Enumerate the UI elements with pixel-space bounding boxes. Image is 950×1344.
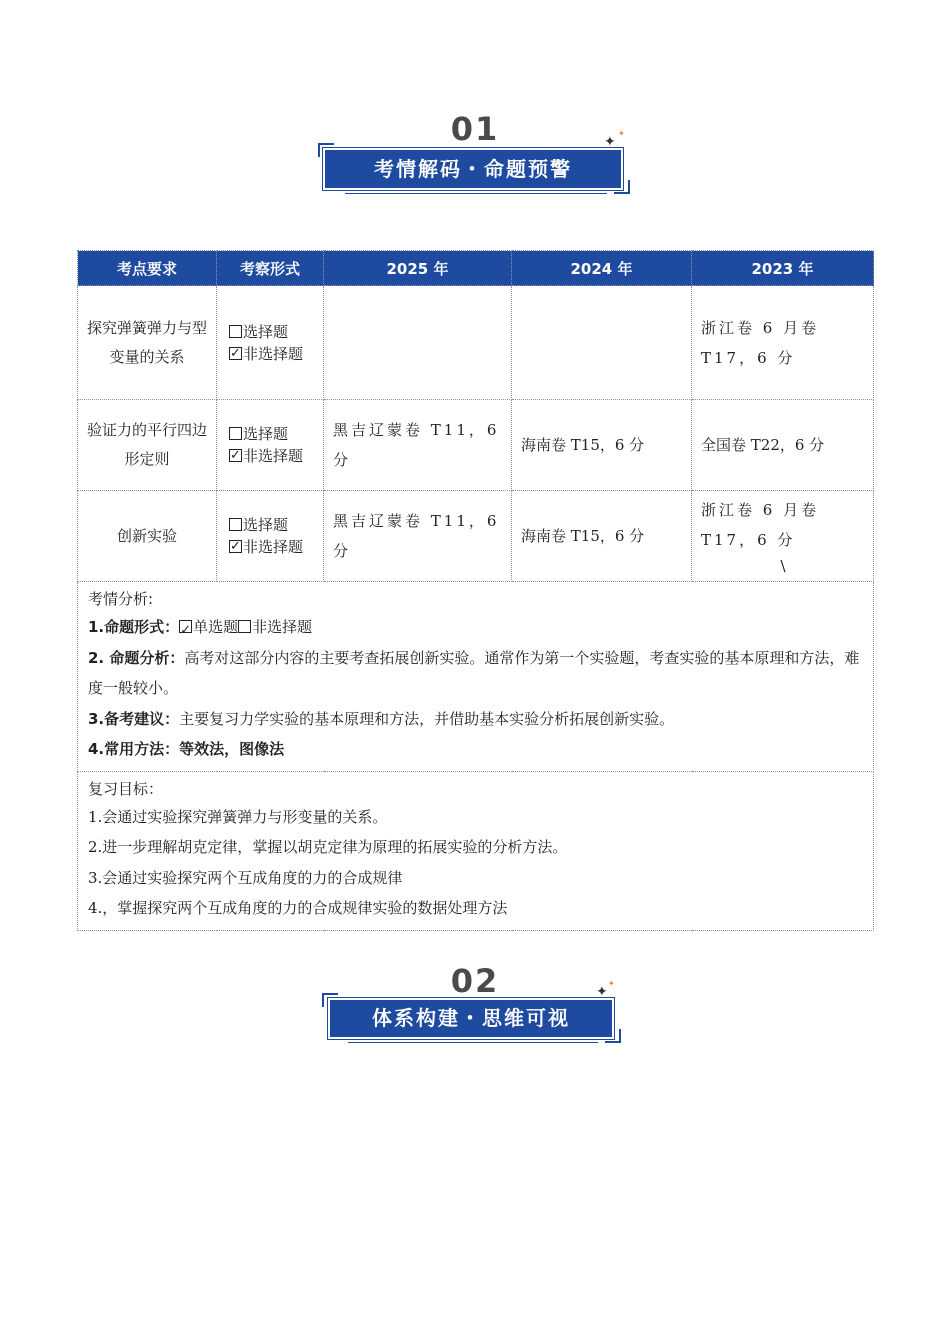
topic-cell: 探究弹簧弹力与型变量的关系 bbox=[78, 286, 217, 400]
year-2024-cell: 海南卷 T15，6 分 bbox=[512, 491, 692, 582]
year-2025-cell bbox=[324, 286, 512, 400]
goal-item: 4.，掌握探究两个互成角度的力的合成规律实验的数据处理方法 bbox=[88, 899, 508, 917]
header-2025: 2025 年 bbox=[324, 251, 512, 286]
goal-item: 2.进一步理解胡克定律，掌握以胡克定律为原理的拓展实验的分析方法。 bbox=[88, 838, 568, 856]
analysis-row bbox=[78, 582, 874, 772]
sparkle-icon: ✦ bbox=[604, 134, 616, 150]
header-form: 考察形式 bbox=[217, 251, 324, 286]
section-title: 体系构建・思维可视 bbox=[330, 1000, 612, 1037]
goals-row bbox=[78, 771, 874, 930]
year-2023-cell: 浙江卷 6 月卷 T17，6 分 \ bbox=[692, 491, 874, 582]
table-row bbox=[78, 400, 874, 491]
table-row bbox=[78, 286, 874, 400]
table-header-row bbox=[78, 251, 874, 286]
header-2023: 2023 年 bbox=[692, 251, 874, 286]
checkbox-checked-icon bbox=[229, 449, 242, 462]
form-cell: 选择题 ✓非选择题 bbox=[217, 286, 324, 400]
year-2025-cell: 黑吉辽蒙卷 T11，6 分 bbox=[324, 491, 512, 582]
goals-heading: 复习目标： bbox=[88, 779, 164, 798]
topic-cell: 创新实验 bbox=[78, 491, 217, 582]
method-line: 4.常用方法：等效法，图像法 bbox=[88, 740, 285, 758]
year-2024-cell: 海南卷 T15，6 分 bbox=[512, 400, 692, 491]
table-row bbox=[78, 491, 874, 582]
header-2024: 2024 年 bbox=[512, 251, 692, 286]
analysis-heading: 考情分析: bbox=[88, 590, 154, 608]
year-2023-cell: 全国卷 T22，6 分 bbox=[692, 400, 874, 491]
analysis-block bbox=[78, 582, 874, 772]
section-number: 01 bbox=[450, 110, 500, 148]
section-title: 考情解码・命题预警 bbox=[325, 150, 621, 188]
checkbox-unchecked-icon bbox=[229, 518, 242, 531]
topic-cell: 验证力的平行四边形定则 bbox=[78, 400, 217, 491]
year-2024-cell bbox=[512, 286, 692, 400]
checkbox-checked-icon bbox=[229, 540, 242, 553]
section-banner-1 bbox=[0, 110, 950, 200]
checkbox-checked-icon bbox=[229, 347, 242, 360]
goals-block bbox=[78, 771, 874, 930]
checkbox-unchecked-icon bbox=[229, 427, 242, 440]
sparkle-small-icon: ✦ bbox=[608, 979, 615, 988]
checkbox-unchecked-icon bbox=[229, 325, 242, 338]
form-cell: 选择题 ✓非选择题 bbox=[217, 491, 324, 582]
checkbox-unchecked-icon bbox=[238, 620, 251, 633]
goal-item: 1.会通过实验探究弹簧弹力与形变量的关系。 bbox=[88, 807, 388, 826]
section-number: 02 bbox=[450, 962, 500, 1000]
exam-analysis-table bbox=[77, 250, 874, 931]
checkbox-checked-icon bbox=[179, 620, 192, 633]
analysis-line: 2. 命题分析：高考对这部分内容的主要考查拓展创新实验。通常作为第一个实验题，考查实验的基本原理和方法，难度一般较小。 bbox=[88, 648, 860, 697]
sparkle-icon: ✦ bbox=[596, 984, 608, 1000]
year-2025-cell: 黑吉辽蒙卷 T11，6 分 bbox=[324, 400, 512, 491]
year-2023-cell: 浙江卷 6 月卷 T17，6 分 bbox=[692, 286, 874, 400]
form-line: 1.命题形式：✓ 单选题 非选择题 bbox=[88, 612, 863, 643]
advice-line: 3.备考建议：主要复习力学实验的基本原理和方法，并借助基本实验分析拓展创新实验。 bbox=[88, 709, 675, 728]
sparkle-small-icon: ✦ bbox=[618, 129, 625, 138]
goal-item: 3.会通过实验探究两个互成角度的力的合成规律 bbox=[88, 868, 403, 887]
form-cell: 选择题 ✓非选择题 bbox=[217, 400, 324, 491]
section-banner-2 bbox=[0, 962, 950, 1052]
header-topic: 考点要求 bbox=[78, 251, 217, 286]
